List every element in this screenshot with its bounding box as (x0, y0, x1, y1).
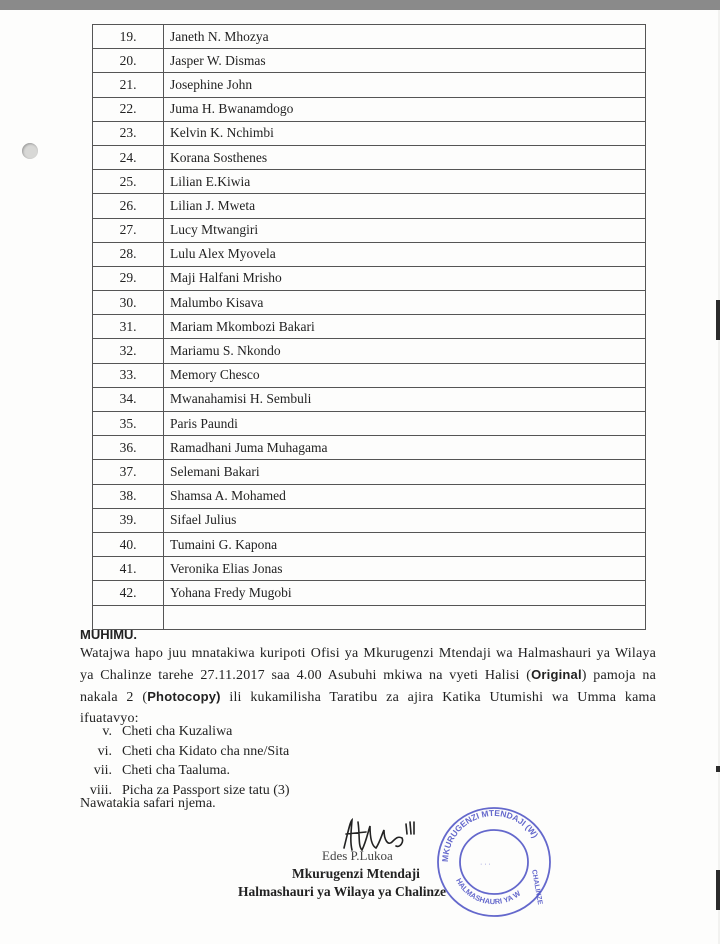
notice-text-1: Watajwa hapo juu mnatakiwa kuripoti Ofisi ya Mkurugenzi Mtendaji wa Halmashauri ya Wilaya ya Chalinze tarehe 27.11.2017 saa 4.00 Asubuhi mkiwa na vyeti Halisi ( (80, 646, 656, 683)
table-row (93, 508, 646, 532)
row-number: 41. (93, 557, 164, 581)
row-number: 26. (93, 194, 164, 218)
list-item-text: Cheti cha Kuzaliwa (122, 724, 233, 739)
official-stamp (428, 800, 558, 920)
row-number: 40. (93, 532, 164, 556)
row-name: Juma H. Bwanamdogo (164, 97, 646, 121)
list-item-number: v. (102, 724, 112, 739)
row-number: 36. (93, 436, 164, 460)
row-name: Ramadhani Juma Muhagama (164, 436, 646, 460)
row-name: Lilian J. Mweta (164, 194, 646, 218)
notice-bold-photocopy: Photocopy) (147, 689, 221, 704)
row-number: 25. (93, 170, 164, 194)
table-row (93, 605, 646, 629)
row-name: Paris Paundi (164, 412, 646, 436)
row-number: 22. (93, 97, 164, 121)
row-number: 28. (93, 242, 164, 266)
row-name: Lucy Mtwangiri (164, 218, 646, 242)
stamp-center-mark: · · · (480, 861, 491, 868)
notice-bold-original: Original (531, 667, 582, 682)
list-item-text: Cheti cha Taaluma. (122, 763, 231, 778)
table-row (93, 242, 646, 266)
table-row (93, 121, 646, 145)
scan-edge-mark (716, 300, 720, 340)
row-name: Selemani Bakari (164, 460, 646, 484)
row-number: 39. (93, 508, 164, 532)
punch-hole (22, 143, 38, 159)
stamp-bottom-text: HALMASHAURI YA W (454, 876, 523, 907)
row-number: 29. (93, 266, 164, 290)
svg-text:HALMASHAURI YA W (454, 877, 523, 907)
table-row (93, 73, 646, 97)
list-item-text: Cheti cha Kidato cha nne/Sita (122, 743, 290, 759)
row-number: 19. (93, 25, 164, 49)
table-row (93, 194, 646, 218)
row-name: Mariam Mkombozi Bakari (164, 315, 646, 339)
table-row (93, 315, 646, 339)
row-number: 27. (93, 218, 164, 242)
row-name: Janeth N. Mhozya (164, 25, 646, 49)
table-row (93, 581, 646, 605)
row-name: Malumbo Kisava (164, 291, 646, 315)
table-row (93, 363, 646, 387)
table-row (93, 25, 646, 49)
row-number: 38. (93, 484, 164, 508)
scan-top-edge (0, 0, 720, 10)
row-name: Mariamu S. Nkondo (164, 339, 646, 363)
row-number: 23. (93, 121, 164, 145)
row-number: 33. (93, 363, 164, 387)
notice-heading: MUHIMU. (80, 627, 138, 642)
table-row (93, 218, 646, 242)
row-name (164, 605, 646, 629)
table-row (93, 557, 646, 581)
table-row (93, 412, 646, 436)
row-name: Lulu Alex Myovela (164, 242, 646, 266)
row-name: Lilian E.Kiwia (164, 170, 646, 194)
table-row (93, 170, 646, 194)
names-table (92, 24, 646, 630)
row-name: Maji Halfani Mrisho (164, 266, 646, 290)
notice-paragraph (80, 643, 656, 729)
row-name: Shamsa A. Mohamed (164, 484, 646, 508)
signatory-organization: Halmashauri ya Wilaya ya Chalinze (238, 884, 447, 899)
row-number: 35. (93, 412, 164, 436)
row-number: 24. (93, 145, 164, 169)
table-row (93, 97, 646, 121)
list-item-number: viii. (89, 782, 112, 798)
row-number: 42. (93, 581, 164, 605)
list-item-number: vii. (93, 763, 112, 778)
row-number: 31. (93, 315, 164, 339)
row-number (93, 605, 164, 629)
table-row (93, 436, 646, 460)
list-item-number: vi. (97, 743, 112, 759)
stamp-top-text: MKURUGENZI MTENDAJI (W) (439, 807, 541, 863)
row-name: Sifael Julius (164, 508, 646, 532)
table-row (93, 387, 646, 411)
row-number: 34. (93, 387, 164, 411)
table-row (93, 145, 646, 169)
row-name: Memory Chesco (164, 363, 646, 387)
table-row (93, 49, 646, 73)
scan-edge-mark (716, 870, 720, 910)
scan-edge-mark (716, 766, 720, 772)
table-row (93, 484, 646, 508)
notice-text-2: ) pamoja na nakala 2 ( (80, 668, 656, 705)
table-row (93, 532, 646, 556)
row-number: 37. (93, 460, 164, 484)
stamp-right-text: CHALINZE (530, 869, 544, 906)
row-name: Tumaini G. Kapona (164, 532, 646, 556)
row-name: Mwanahamisi H. Sembuli (164, 387, 646, 411)
row-number: 30. (93, 291, 164, 315)
list-item-text: Picha za Passport size tatu (3) (122, 782, 290, 798)
table-row (93, 339, 646, 363)
row-name: Jasper W. Dismas (164, 49, 646, 73)
row-name: Yohana Fredy Mugobi (164, 581, 646, 605)
row-number: 32. (93, 339, 164, 363)
row-name: Korana Sosthenes (164, 145, 646, 169)
row-name: Veronika Elias Jonas (164, 557, 646, 581)
farewell-text: Nawatakia safari njema. (80, 796, 216, 811)
signatory-title: Mkurugenzi Mtendaji (292, 866, 420, 881)
notice-text-3: ili kukamilisha Taratibu za ajira Katika Utumishi wa Umma kama ifuatavyo: (80, 690, 656, 726)
row-number: 20. (93, 49, 164, 73)
table-row (93, 460, 646, 484)
signatory-name: Edes P.Lukoa (322, 848, 393, 863)
table-row (93, 266, 646, 290)
row-number: 21. (93, 73, 164, 97)
row-name: Josephine John (164, 73, 646, 97)
row-name: Kelvin K. Nchimbi (164, 121, 646, 145)
table-row (93, 291, 646, 315)
